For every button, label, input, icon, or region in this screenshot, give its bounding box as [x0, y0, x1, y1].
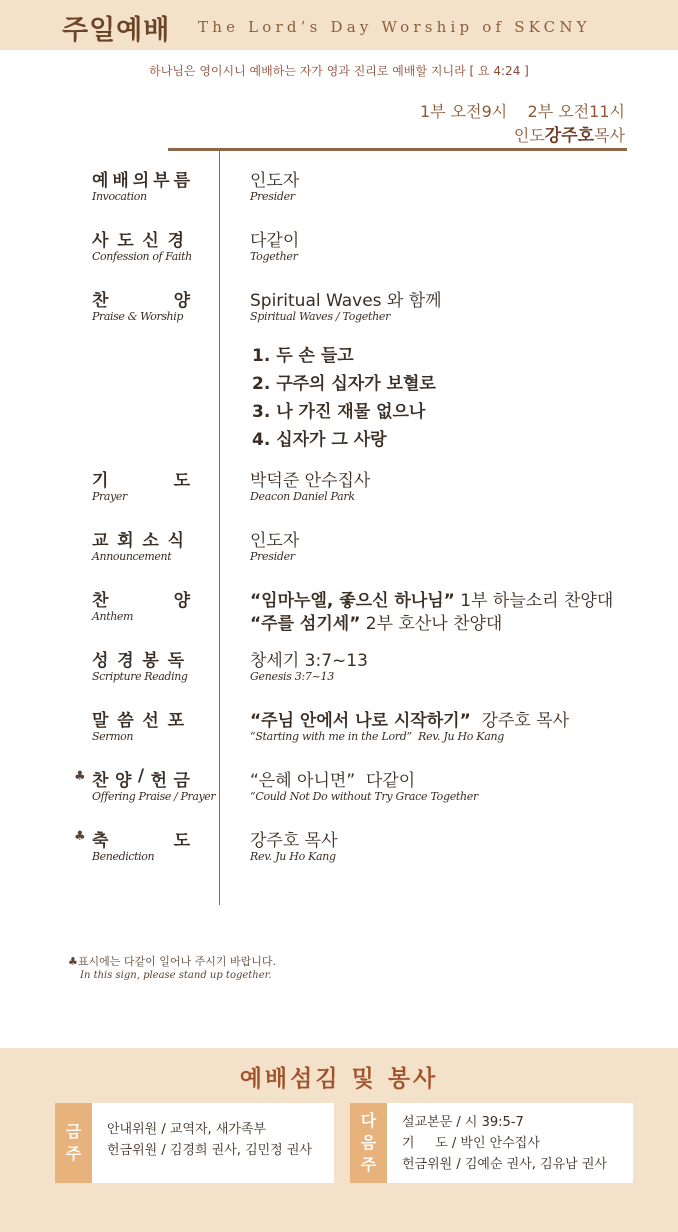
this-week-tag: 금 주: [55, 1103, 92, 1183]
order-value-en: Presider: [250, 550, 295, 563]
hymn-item: 1. 두 손 들고: [252, 346, 354, 366]
order-label-en: Invocation: [92, 190, 147, 203]
order-label-ko: 말 씀 선 포: [92, 711, 184, 731]
order-value-en: Spiritual Waves / Together: [250, 310, 391, 323]
top-divider: [168, 148, 627, 151]
anthem-line-1: “임마누엘, 좋으신 하나님” 1부 하늘소리 찬양대: [250, 591, 614, 611]
standing-note: ♣표시에는 다같이 일어나 주시기 바랍니다.: [68, 955, 276, 968]
order-value-en: Rev. Ju Ho Kang: [250, 850, 336, 863]
next-week-tag: 다 음 주: [350, 1103, 387, 1183]
order-label-ko: 찬 양 / 헌 금: [92, 766, 190, 791]
order-label-ko: 성 경 봉 독: [92, 651, 184, 671]
order-value-ko: 다같이: [250, 231, 300, 251]
presider-line: [420, 124, 625, 148]
column-divider: [219, 151, 220, 905]
order-value-ko: 인도자: [250, 171, 300, 191]
presider-title: 목사: [594, 126, 625, 145]
footer-title: 예배섬김 및 봉사: [239, 1066, 439, 1092]
order-value-ko: “은혜 아니면” 다같이: [250, 771, 416, 791]
order-label-en: Sermon: [92, 730, 134, 743]
order-value-ko: 인도자: [250, 531, 300, 551]
scripture-verse: 하나님은 영이시니 예배하는 자가 영과 진리로 예배할 지니라 [ 요 4:24 ]: [149, 64, 529, 78]
duty-line: 헌금위원 / 김예순 권사, 김유남 권사: [402, 1157, 607, 1172]
standing-note-en: In this sign, please stand up together.: [80, 970, 272, 981]
order-value-ko: Spiritual Waves 와 함께: [250, 291, 442, 311]
order-label-en: Praise & Worship: [92, 310, 184, 323]
order-label-en: Prayer: [92, 490, 127, 503]
club-icon: ♣: [74, 769, 86, 784]
order-value-en: “Could Not Do without Try Grace Together: [250, 790, 478, 803]
order-value-en: Together: [250, 250, 298, 263]
anthem-line-2: “주를 섬기세” 2부 호산나 찬양대: [250, 614, 503, 634]
duty-line: 안내위원 / 교역자, 새가족부: [107, 1122, 267, 1137]
order-value-ko: 박덕준 안수집사: [250, 471, 371, 491]
hymn-item: 2. 구주의 십자가 보혈로: [252, 374, 436, 394]
order-value-ko: 강주호 목사: [250, 831, 338, 851]
order-label-ko: 축 도: [92, 831, 190, 851]
presider-label: 인도: [513, 126, 545, 145]
order-label-en: Scripture Reading: [92, 670, 188, 683]
order-value-en: Presider: [250, 190, 295, 203]
service-times: 1부 오전9시 2부 오전11시: [419, 102, 625, 121]
service-times-block: [420, 100, 625, 148]
order-label-ko: 기 도: [92, 471, 190, 491]
this-week-lines: [107, 1119, 312, 1161]
order-label-en: Announcement: [92, 550, 172, 563]
order-label-en: Anthem: [92, 610, 134, 623]
hymn-item: 4. 십자가 그 사랑: [252, 430, 387, 450]
order-label-ko: 교 회 소 식: [92, 531, 184, 551]
order-label-en: Confession of Faith: [92, 250, 192, 263]
title-korean: 주일예배: [62, 15, 171, 46]
duty-line: 헌금위원 / 김경희 권사, 김민정 권사: [107, 1143, 312, 1158]
order-label-ko: 찬 양: [92, 291, 190, 311]
order-value-en: “Starting with me in the Lord” Rev. Ju Ho Kang: [250, 730, 504, 743]
title-english: The Lord’s Day Worship of SKCNY: [198, 18, 591, 36]
hymn-item: 3. 나 가진 재물 없으나: [252, 402, 426, 422]
this-week-card: [55, 1103, 334, 1183]
order-label-ko: 예 배 의 부 름: [92, 171, 190, 191]
presider-name: 강주호: [544, 126, 595, 146]
club-icon: ♣: [74, 829, 86, 844]
next-week-lines: [402, 1112, 607, 1175]
order-value-ko: “주님 안에서 나로 시작하기” 강주호 목사: [250, 711, 570, 731]
duty-line: 기 도 / 박인 안수집사: [402, 1136, 540, 1151]
hymn-list: [252, 342, 436, 454]
order-value-ko: 창세기 3:7~13: [250, 651, 368, 671]
order-value-en: Deacon Daniel Park: [250, 490, 355, 503]
order-label-en: Benediction: [92, 850, 155, 863]
order-label-en: Offering Praise / Prayer: [92, 790, 216, 803]
next-week-card: [350, 1103, 633, 1183]
order-value-en: Genesis 3:7~13: [250, 670, 334, 683]
header-bar: [0, 0, 678, 50]
order-label-ko: 찬 양: [92, 591, 190, 611]
duty-line: 설교본문 / 시 39:5-7: [402, 1115, 524, 1130]
order-label-ko: 사 도 신 경: [92, 231, 184, 251]
